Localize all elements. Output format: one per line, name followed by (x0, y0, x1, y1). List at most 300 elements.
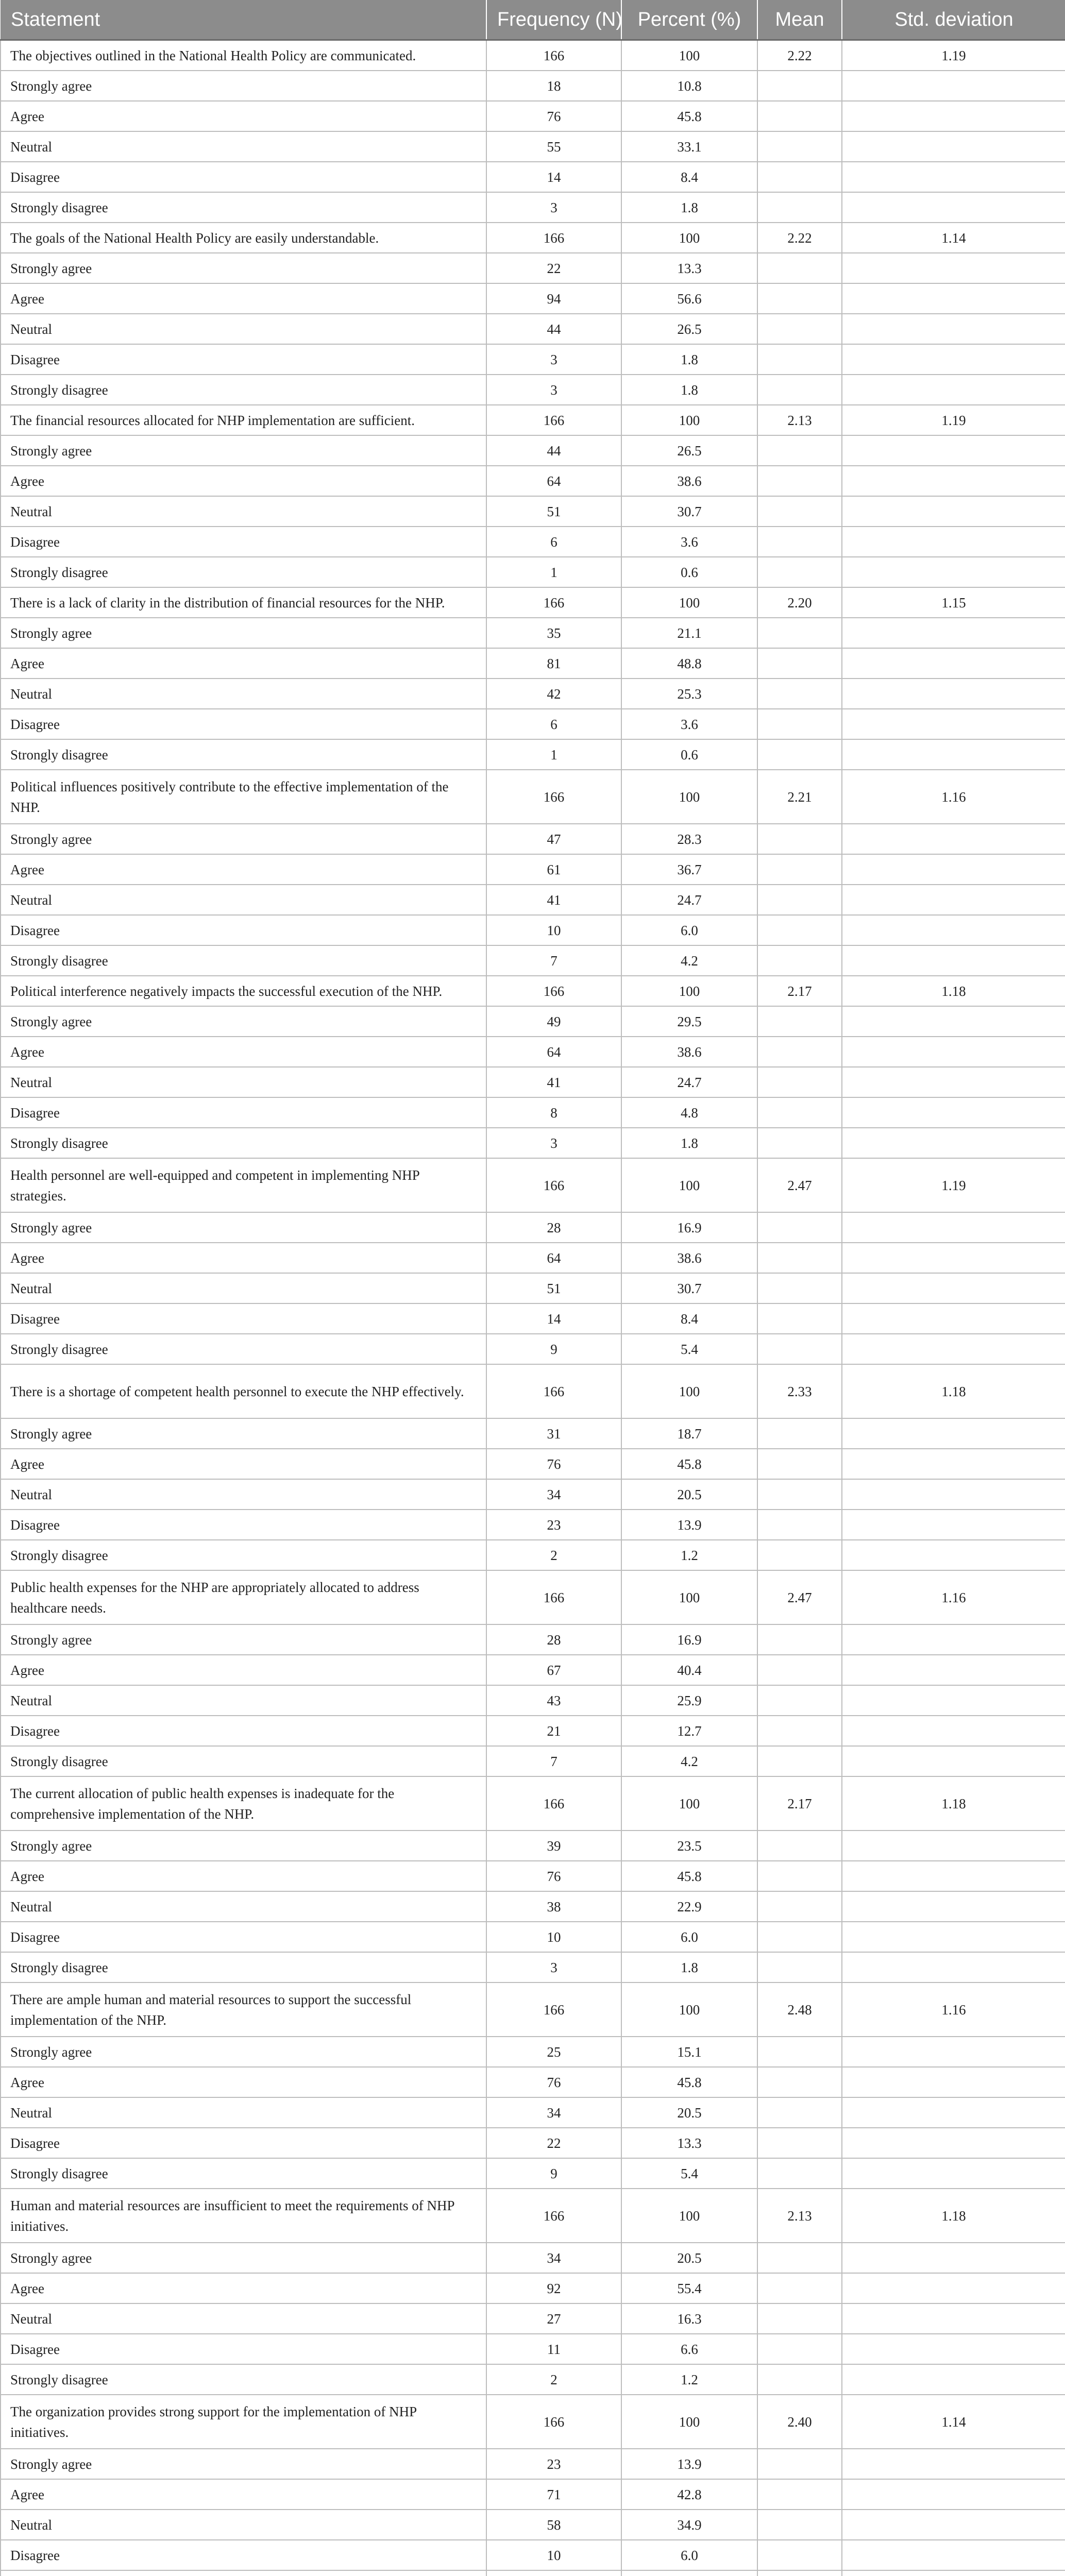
response-label-cell: Strongly disagree (1, 192, 486, 223)
mean-empty-cell (757, 375, 842, 405)
response-row (1, 2570, 1065, 2576)
percent-cell: 22.9 (621, 1891, 757, 1922)
std-deviation-empty-cell (842, 1097, 1065, 1128)
statement-row (1, 1570, 1065, 1624)
mean-cell: 2.40 (757, 2395, 842, 2449)
frequency-cell: 14 (486, 1303, 621, 1334)
mean-empty-cell (757, 2243, 842, 2273)
response-row (1, 2479, 1065, 2510)
percent-cell: 38.6 (621, 466, 757, 496)
mean-empty-cell (757, 1097, 842, 1128)
frequency-cell: 27 (486, 2303, 621, 2334)
response-row (1, 435, 1065, 466)
frequency-total-cell: 166 (486, 2189, 621, 2243)
response-row (1, 527, 1065, 557)
mean-empty-cell (757, 527, 842, 557)
mean-empty-cell (757, 283, 842, 314)
percent-cell: 1.8 (621, 1952, 757, 1982)
mean-cell: 2.20 (757, 587, 842, 618)
std-deviation-empty-cell (842, 1510, 1065, 1540)
std-deviation-empty-cell (842, 885, 1065, 915)
std-deviation-empty-cell (842, 1479, 1065, 1510)
response-label-cell: Agree (1, 648, 486, 679)
percent-cell: 13.9 (621, 1510, 757, 1540)
response-label-cell: Strongly agree (1, 1006, 486, 1037)
std-deviation-empty-cell (842, 1655, 1065, 1685)
mean-empty-cell (757, 2273, 842, 2303)
response-row (1, 1128, 1065, 1158)
percent-cell: 13.3 (621, 2128, 757, 2158)
response-row (1, 1831, 1065, 1861)
response-row (1, 1273, 1065, 1303)
response-label-cell: Strongly disagree (1, 1540, 486, 1570)
response-row (1, 1655, 1065, 1685)
percent-cell: 0.6 (621, 557, 757, 587)
response-row (1, 1006, 1065, 1037)
percent-cell: 29.5 (621, 1006, 757, 1037)
response-row (1, 1540, 1065, 1570)
frequency-cell: 76 (486, 1449, 621, 1479)
mean-empty-cell (757, 314, 842, 344)
mean-empty-cell (757, 1212, 842, 1243)
response-label-cell: Neutral (1, 679, 486, 709)
mean-empty-cell (757, 1746, 842, 1776)
percent-total-cell: 100 (621, 2395, 757, 2449)
response-row (1, 2158, 1065, 2189)
response-label-cell: Neutral (1, 1891, 486, 1922)
response-row (1, 2097, 1065, 2128)
percent-cell: 26.5 (621, 435, 757, 466)
mean-cell: 2.21 (757, 770, 842, 824)
frequency-cell: 2 (486, 1540, 621, 1570)
std-deviation-empty-cell (842, 679, 1065, 709)
mean-empty-cell (757, 1243, 842, 1273)
response-row (1, 1716, 1065, 1746)
percent-cell: 55.4 (621, 2273, 757, 2303)
response-row (1, 283, 1065, 314)
response-label-cell: Strongly disagree (1, 1952, 486, 1982)
std-deviation-empty-cell (842, 1128, 1065, 1158)
mean-empty-cell (757, 253, 842, 283)
response-row (1, 1952, 1065, 1982)
frequency-cell: 22 (486, 253, 621, 283)
std-deviation-empty-cell (842, 1334, 1065, 1364)
percent-cell: 0.6 (621, 739, 757, 770)
percent-cell: 10.8 (621, 71, 757, 101)
response-label-cell: Agree (1, 1449, 486, 1479)
std-deviation-cell: 1.18 (842, 1364, 1065, 1418)
frequency-cell: 34 (486, 2097, 621, 2128)
statement-cell: There is a shortage of competent health personnel to execute the NHP effectively. (1, 1364, 486, 1418)
mean-empty-cell (757, 739, 842, 770)
percent-cell: 30.7 (621, 1273, 757, 1303)
response-label-cell: Neutral (1, 1685, 486, 1716)
mean-empty-cell (757, 1449, 842, 1479)
std-deviation-empty-cell (842, 1624, 1065, 1655)
response-row (1, 2510, 1065, 2540)
percent-cell: 24.7 (621, 1067, 757, 1097)
response-row (1, 648, 1065, 679)
mean-cell: 2.47 (757, 1570, 842, 1624)
mean-empty-cell (757, 2334, 842, 2364)
percent-cell: 38.6 (621, 1243, 757, 1273)
response-label-cell: Strongly agree (1, 618, 486, 648)
mean-empty-cell (757, 915, 842, 945)
response-row (1, 945, 1065, 976)
frequency-cell: 38 (486, 1891, 621, 1922)
frequency-cell: 76 (486, 2067, 621, 2097)
percent-cell: 8.4 (621, 1303, 757, 1334)
response-row (1, 253, 1065, 283)
mean-empty-cell (757, 618, 842, 648)
mean-empty-cell (757, 101, 842, 131)
frequency-cell: 31 (486, 1418, 621, 1449)
response-label-cell: Disagree (1, 527, 486, 557)
percent-cell: 3.6 (621, 527, 757, 557)
percent-cell: 6.0 (621, 915, 757, 945)
percent-total-cell: 100 (621, 587, 757, 618)
response-row (1, 1097, 1065, 1128)
frequency-cell: 10 (486, 915, 621, 945)
response-row (1, 375, 1065, 405)
std-deviation-empty-cell (842, 375, 1065, 405)
std-deviation-empty-cell (842, 618, 1065, 648)
response-row (1, 679, 1065, 709)
header-percent: Percent (%) (621, 0, 757, 40)
percent-cell: 45.8 (621, 1449, 757, 1479)
percent-cell: 48.8 (621, 648, 757, 679)
response-row (1, 162, 1065, 192)
frequency-total-cell: 166 (486, 223, 621, 253)
frequency-cell: 44 (486, 314, 621, 344)
response-label-cell: Agree (1, 2273, 486, 2303)
std-deviation-empty-cell (842, 557, 1065, 587)
std-deviation-cell: 1.14 (842, 2395, 1065, 2449)
response-row (1, 2273, 1065, 2303)
response-row (1, 1479, 1065, 1510)
mean-empty-cell (757, 2479, 842, 2510)
response-row (1, 1449, 1065, 1479)
std-deviation-cell: 1.18 (842, 1776, 1065, 1831)
percent-total-cell: 100 (621, 1982, 757, 2037)
std-deviation-cell: 1.16 (842, 770, 1065, 824)
std-deviation-empty-cell (842, 435, 1065, 466)
std-deviation-empty-cell (842, 648, 1065, 679)
std-deviation-empty-cell (842, 1891, 1065, 1922)
statement-cell: There is a lack of clarity in the distribution of financial resources for the NHP. (1, 587, 486, 618)
response-label-cell: Strongly agree (1, 2037, 486, 2067)
mean-empty-cell (757, 71, 842, 101)
response-label-cell: Neutral (1, 131, 486, 162)
percent-cell: 6.0 (621, 2540, 757, 2570)
mean-empty-cell (757, 2067, 842, 2097)
response-row (1, 2364, 1065, 2395)
std-deviation-cell: 1.18 (842, 2189, 1065, 2243)
response-row (1, 2303, 1065, 2334)
response-row (1, 2243, 1065, 2273)
response-row (1, 344, 1065, 375)
std-deviation-cell: 1.16 (842, 1570, 1065, 1624)
response-row (1, 496, 1065, 527)
response-row (1, 71, 1065, 101)
percent-cell: 20.5 (621, 2243, 757, 2273)
mean-cell: 2.13 (757, 2189, 842, 2243)
frequency-cell: 28 (486, 1624, 621, 1655)
response-row (1, 1510, 1065, 1540)
percent-total-cell: 100 (621, 1364, 757, 1418)
statement-row (1, 2395, 1065, 2449)
frequency-total-cell: 166 (486, 1158, 621, 1212)
mean-empty-cell (757, 2570, 842, 2576)
response-row (1, 1746, 1065, 1776)
percent-total-cell: 100 (621, 1570, 757, 1624)
mean-empty-cell (757, 2158, 842, 2189)
response-label-cell: Neutral (1, 314, 486, 344)
frequency-cell: 3 (486, 1128, 621, 1158)
response-label-cell: Strongly disagree (1, 1128, 486, 1158)
std-deviation-empty-cell (842, 2540, 1065, 2570)
percent-cell: 6.6 (621, 2334, 757, 2364)
response-label-cell: Strongly agree (1, 1212, 486, 1243)
percent-cell: 15.1 (621, 2037, 757, 2067)
response-row (1, 1861, 1065, 1891)
mean-empty-cell (757, 1418, 842, 1449)
response-label-cell: Strongly agree (1, 2243, 486, 2273)
mean-cell: 2.22 (757, 223, 842, 253)
mean-empty-cell (757, 2037, 842, 2067)
mean-empty-cell (757, 1655, 842, 1685)
response-row (1, 1891, 1065, 1922)
frequency-cell: 9 (486, 2158, 621, 2189)
percent-cell: 25.9 (621, 1685, 757, 1716)
mean-empty-cell (757, 192, 842, 223)
response-row (1, 2067, 1065, 2097)
response-row (1, 915, 1065, 945)
statement-cell: Health personnel are well-equipped and competent in implementing NHP strategies. (1, 1158, 486, 1212)
frequency-cell: 23 (486, 1510, 621, 1540)
mean-empty-cell (757, 1273, 842, 1303)
percent-cell: 5.4 (621, 2158, 757, 2189)
response-label-cell: Disagree (1, 915, 486, 945)
statement-cell: There are ample human and material resources to support the successful implementation of the NHP. (1, 1982, 486, 2037)
std-deviation-empty-cell (842, 2510, 1065, 2540)
response-row (1, 885, 1065, 915)
percent-cell: 26.5 (621, 314, 757, 344)
mean-empty-cell (757, 1128, 842, 1158)
response-label-cell: Neutral (1, 1273, 486, 1303)
percent-cell: 23.5 (621, 1831, 757, 1861)
percent-total-cell: 100 (621, 1158, 757, 1212)
percent-cell: 1.2 (621, 1540, 757, 1570)
frequency-cell: 55 (486, 131, 621, 162)
frequency-cell: 14 (486, 162, 621, 192)
std-deviation-empty-cell (842, 1952, 1065, 1982)
std-deviation-empty-cell (842, 854, 1065, 885)
frequency-cell: 22 (486, 2128, 621, 2158)
mean-empty-cell (757, 709, 842, 739)
response-label-cell: Disagree (1, 344, 486, 375)
std-deviation-empty-cell (842, 1831, 1065, 1861)
frequency-cell: 6 (486, 527, 621, 557)
percent-cell: 4.2 (621, 1746, 757, 1776)
percent-cell: 1.8 (621, 192, 757, 223)
response-label-cell: Strongly agree (1, 71, 486, 101)
frequency-cell (486, 2570, 621, 2576)
header-frequency: Frequency (N) (486, 0, 621, 40)
percent-total-cell: 100 (621, 40, 757, 71)
frequency-cell: 47 (486, 824, 621, 854)
std-deviation-empty-cell (842, 527, 1065, 557)
std-deviation-empty-cell (842, 1861, 1065, 1891)
response-row (1, 1418, 1065, 1449)
frequency-cell: 1 (486, 557, 621, 587)
frequency-total-cell: 166 (486, 405, 621, 435)
frequency-cell: 76 (486, 101, 621, 131)
percent-cell: 45.8 (621, 2067, 757, 2097)
frequency-cell: 28 (486, 1212, 621, 1243)
mean-empty-cell (757, 435, 842, 466)
std-deviation-cell: 1.19 (842, 1158, 1065, 1212)
mean-empty-cell (757, 1952, 842, 1982)
std-deviation-empty-cell (842, 1212, 1065, 1243)
response-row (1, 854, 1065, 885)
header-mean: Mean (757, 0, 842, 40)
std-deviation-cell: 1.19 (842, 405, 1065, 435)
frequency-total-cell: 166 (486, 976, 621, 1006)
frequency-cell: 8 (486, 1097, 621, 1128)
frequency-cell: 58 (486, 2510, 621, 2540)
response-row (1, 314, 1065, 344)
std-deviation-empty-cell (842, 915, 1065, 945)
response-row (1, 1624, 1065, 1655)
frequency-cell: 51 (486, 496, 621, 527)
std-deviation-empty-cell (842, 162, 1065, 192)
mean-empty-cell (757, 1479, 842, 1510)
mean-empty-cell (757, 679, 842, 709)
response-row (1, 824, 1065, 854)
frequency-total-cell: 166 (486, 2395, 621, 2449)
response-row (1, 739, 1065, 770)
percent-total-cell: 100 (621, 1776, 757, 1831)
frequency-cell: 39 (486, 1831, 621, 1861)
std-deviation-empty-cell (842, 1067, 1065, 1097)
percent-cell (621, 2570, 757, 2576)
std-deviation-empty-cell (842, 1418, 1065, 1449)
response-label-cell: Neutral (1, 2510, 486, 2540)
response-label-cell: Agree (1, 101, 486, 131)
statement-cell: Political interference negatively impacts the successful execution of the NHP. (1, 976, 486, 1006)
std-deviation-empty-cell (842, 2243, 1065, 2273)
frequency-total-cell: 166 (486, 587, 621, 618)
mean-empty-cell (757, 466, 842, 496)
response-label-cell: Agree (1, 1037, 486, 1067)
statement-row (1, 1364, 1065, 1418)
response-row (1, 2128, 1065, 2158)
std-deviation-empty-cell (842, 1273, 1065, 1303)
std-deviation-empty-cell (842, 2067, 1065, 2097)
response-row (1, 101, 1065, 131)
std-deviation-empty-cell (842, 2303, 1065, 2334)
response-label-cell: Strongly agree (1, 2449, 486, 2479)
mean-empty-cell (757, 1334, 842, 1364)
frequency-cell: 64 (486, 1243, 621, 1273)
response-row (1, 618, 1065, 648)
response-label-cell: Strongly agree (1, 1831, 486, 1861)
mean-empty-cell (757, 2303, 842, 2334)
response-label-cell: Disagree (1, 2334, 486, 2364)
std-deviation-empty-cell (842, 1716, 1065, 1746)
mean-empty-cell (757, 1540, 842, 1570)
response-label-cell: Agree (1, 1655, 486, 1685)
std-deviation-empty-cell (842, 1303, 1065, 1334)
statement-row (1, 1776, 1065, 1831)
response-label-cell: Disagree (1, 1097, 486, 1128)
mean-empty-cell (757, 2540, 842, 2570)
frequency-cell: 7 (486, 945, 621, 976)
percent-cell: 16.9 (621, 1212, 757, 1243)
percent-cell: 5.4 (621, 1334, 757, 1364)
std-deviation-empty-cell (842, 2334, 1065, 2364)
response-label-cell: Neutral (1, 2303, 486, 2334)
statement-cell: Political influences positively contribute to the effective implementation of the NHP. (1, 770, 486, 824)
response-label-cell: Agree (1, 1861, 486, 1891)
std-deviation-empty-cell (842, 1037, 1065, 1067)
std-deviation-empty-cell (842, 945, 1065, 976)
response-row (1, 1334, 1065, 1364)
mean-empty-cell (757, 1510, 842, 1540)
std-deviation-empty-cell (842, 824, 1065, 854)
percent-cell: 24.7 (621, 885, 757, 915)
frequency-cell: 7 (486, 1746, 621, 1776)
frequency-cell: 76 (486, 1861, 621, 1891)
mean-cell: 2.47 (757, 1158, 842, 1212)
mean-empty-cell (757, 1922, 842, 1952)
mean-cell: 2.22 (757, 40, 842, 71)
mean-empty-cell (757, 1303, 842, 1334)
mean-cell: 2.33 (757, 1364, 842, 1418)
mean-empty-cell (757, 1716, 842, 1746)
std-deviation-empty-cell (842, 1685, 1065, 1716)
response-label-cell: Agree (1, 283, 486, 314)
mean-empty-cell (757, 1067, 842, 1097)
frequency-total-cell: 166 (486, 770, 621, 824)
response-label-cell: Neutral (1, 496, 486, 527)
header-statement: Statement (1, 0, 486, 40)
frequency-cell: 81 (486, 648, 621, 679)
percent-cell: 33.1 (621, 131, 757, 162)
frequency-cell: 49 (486, 1006, 621, 1037)
percent-cell: 3.6 (621, 709, 757, 739)
percent-cell: 36.7 (621, 854, 757, 885)
std-deviation-empty-cell (842, 2037, 1065, 2067)
mean-empty-cell (757, 854, 842, 885)
std-deviation-cell: 1.16 (842, 1982, 1065, 2037)
response-row (1, 1212, 1065, 1243)
response-label-cell: Disagree (1, 2540, 486, 2570)
percent-cell: 38.6 (621, 1037, 757, 1067)
std-deviation-empty-cell (842, 2364, 1065, 2395)
std-deviation-empty-cell (842, 1006, 1065, 1037)
response-label-cell: Strongly disagree (1, 1334, 486, 1364)
response-row (1, 1067, 1065, 1097)
percent-total-cell: 100 (621, 770, 757, 824)
frequency-cell: 18 (486, 71, 621, 101)
frequency-cell: 34 (486, 2243, 621, 2273)
mean-empty-cell (757, 1685, 842, 1716)
std-deviation-empty-cell (842, 709, 1065, 739)
std-deviation-empty-cell (842, 466, 1065, 496)
frequency-cell: 44 (486, 435, 621, 466)
